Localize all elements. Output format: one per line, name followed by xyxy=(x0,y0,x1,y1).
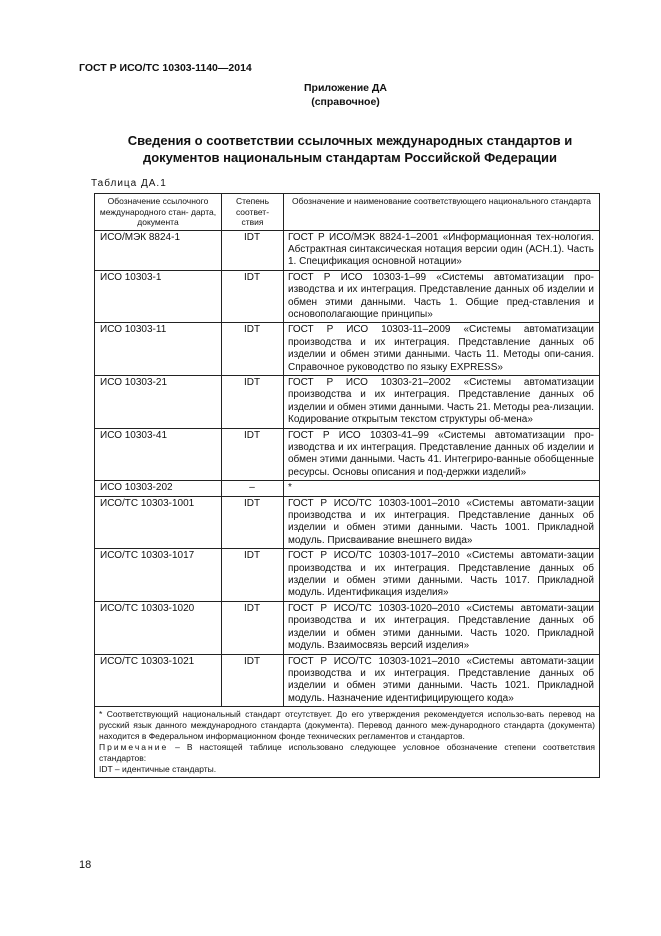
cell-national-standard: * xyxy=(284,481,600,496)
table-footer-row xyxy=(95,707,600,778)
cell-national-standard: ГОСТ Р ИСО 10303-1–99 «Системы автоматизации про-изводства и их интеграция. Представление данных об изделии и обмен этими данными. Часть 1. Общие пред-ставления и основополагающие принципы» xyxy=(284,270,600,323)
table-footer xyxy=(95,707,600,778)
cell-degree: IDT xyxy=(222,549,284,602)
cell-reference-standard: ИСО/ТС 10303-1020 xyxy=(95,601,222,654)
table-row xyxy=(95,230,600,270)
cell-degree: IDT xyxy=(222,428,284,481)
page-number: 18 xyxy=(79,859,92,871)
table-row xyxy=(95,270,600,323)
cell-degree: IDT xyxy=(222,270,284,323)
cell-degree: IDT xyxy=(222,375,284,428)
annex-title: Приложение ДА xyxy=(304,82,387,94)
cell-reference-standard: ИСО 10303-11 xyxy=(95,323,222,376)
cell-national-standard: ГОСТ Р ИСО/ТС 10303-1021–2010 «Системы автомати-зации производства и их интеграция. Представление данных об изделии и обмен этими данными. Часть 1021. Прикладной модуль. Назначение идентифицирующего кода» xyxy=(284,654,600,707)
document-title-line-2: документов национальным стандартам Российской Федерации xyxy=(142,150,558,165)
cell-reference-standard: ИСО/МЭК 8824-1 xyxy=(95,230,222,270)
table-row xyxy=(95,428,600,481)
cell-national-standard: ГОСТ Р ИСО/МЭК 8824-1–2001 «Информационная тех-нология. Абстрактная синтаксическая нотация версии один (АСН.1). Часть 1. Спецификация основной нотации» xyxy=(284,230,600,270)
cell-degree: IDT xyxy=(222,601,284,654)
cell-degree: IDT xyxy=(222,654,284,707)
cell-national-standard: ГОСТ Р ИСО 10303-11–2009 «Системы автоматизации производства и их интеграция. Представление данных об изделии и обмен этими данными. Часть 11. Методы опи-сания. Справочное руководство по языку EXPRESS» xyxy=(284,323,600,376)
cell-reference-standard: ИСО 10303-41 xyxy=(95,428,222,481)
document-title xyxy=(90,132,610,166)
header-degree: Степень соответ- ствия xyxy=(222,194,284,231)
note-text: – В настоящей таблице использовано следующее условное обозначение степени соответствия стандартов: xyxy=(99,742,595,764)
header-national-standard: Обозначение и наименование соответствующего национального стандарта xyxy=(284,194,600,231)
table-row xyxy=(95,481,600,496)
cell-reference-standard: ИСО 10303-21 xyxy=(95,375,222,428)
cell-reference-standard: ИСО 10303-202 xyxy=(95,481,222,496)
cell-reference-standard: ИСО/ТС 10303-1017 xyxy=(95,549,222,602)
table-row xyxy=(95,375,600,428)
standard-code-header: ГОСТ Р ИСО/ТС 10303-1140—2014 xyxy=(79,62,252,74)
document-title-line-1: Сведения о соответствии ссылочных международных стандартов и xyxy=(127,133,573,148)
table-row xyxy=(95,549,600,602)
note-label: Примечание xyxy=(99,742,169,753)
note xyxy=(99,742,595,764)
cell-national-standard: ГОСТ Р ИСО/ТС 10303-1020–2010 «Системы автомати-зации производства и их интеграция. Представление данных об изделии и обмен этими данными. Часть 1020. Прикладной модуль. Взаимосвязь версий изделия» xyxy=(284,601,600,654)
cell-national-standard: ГОСТ Р ИСО 10303-41–99 «Системы автоматизации про-изводства и их интеграция. Представление данных об изделии и обмен этими данными. Часть 41. Интегриро-ванные обобщенные ресурсы. Основы описания и под-держки изделий» xyxy=(284,428,600,481)
correspondence-table xyxy=(94,193,600,778)
idt-definition: IDT – идентичные стандарты. xyxy=(99,764,217,775)
table-row xyxy=(95,601,600,654)
annex-subtitle: (справочное) xyxy=(311,96,380,108)
header-reference-standard: Обозначение ссылочного международного стан- дарта, документа xyxy=(95,194,222,231)
table-header-row xyxy=(95,194,600,231)
table-row xyxy=(95,654,600,707)
cell-degree: IDT xyxy=(222,496,284,549)
footnote: * Соответствующий национальный стандарт отсутствует. До его утверждения рекомендуется использо-вать перевод на русский язык данного международного стандарта (документа). Перевод данного меж-дународного стандарта (документа) находится в Федеральном информационном фонде технических регламентов и стандартов. xyxy=(99,709,595,742)
cell-degree: IDT xyxy=(222,323,284,376)
cell-reference-standard: ИСО/ТС 10303-1021 xyxy=(95,654,222,707)
annex-heading xyxy=(0,81,661,109)
cell-national-standard: ГОСТ Р ИСО 10303-21–2002 «Системы автоматизации производства и их интеграция. Представление данных об изделии и обмен этими данными. Часть 21. Методы реа-лизации. Кодирование открытым текстом структуры об-мена» xyxy=(284,375,600,428)
table-row xyxy=(95,323,600,376)
cell-reference-standard: ИСО/ТС 10303-1001 xyxy=(95,496,222,549)
table-row xyxy=(95,496,600,549)
cell-reference-standard: ИСО 10303-1 xyxy=(95,270,222,323)
table-caption: Таблица ДА.1 xyxy=(91,178,167,189)
cell-degree: – xyxy=(222,481,284,496)
cell-national-standard: ГОСТ Р ИСО/ТС 10303-1017–2010 «Системы автомати-зации производства и их интеграция. Представление данных об изделии и обмен этими данными. Часть 1017. Прикладной модуль. Идентификация изделия» xyxy=(284,549,600,602)
cell-degree: IDT xyxy=(222,230,284,270)
cell-national-standard: ГОСТ Р ИСО/ТС 10303-1001–2010 «Системы автомати-зации производства и их интеграция. Представление данных об изделии и обмен этими данными. Часть 1001. Прикладной модуль. Присваивание внешнего вида» xyxy=(284,496,600,549)
